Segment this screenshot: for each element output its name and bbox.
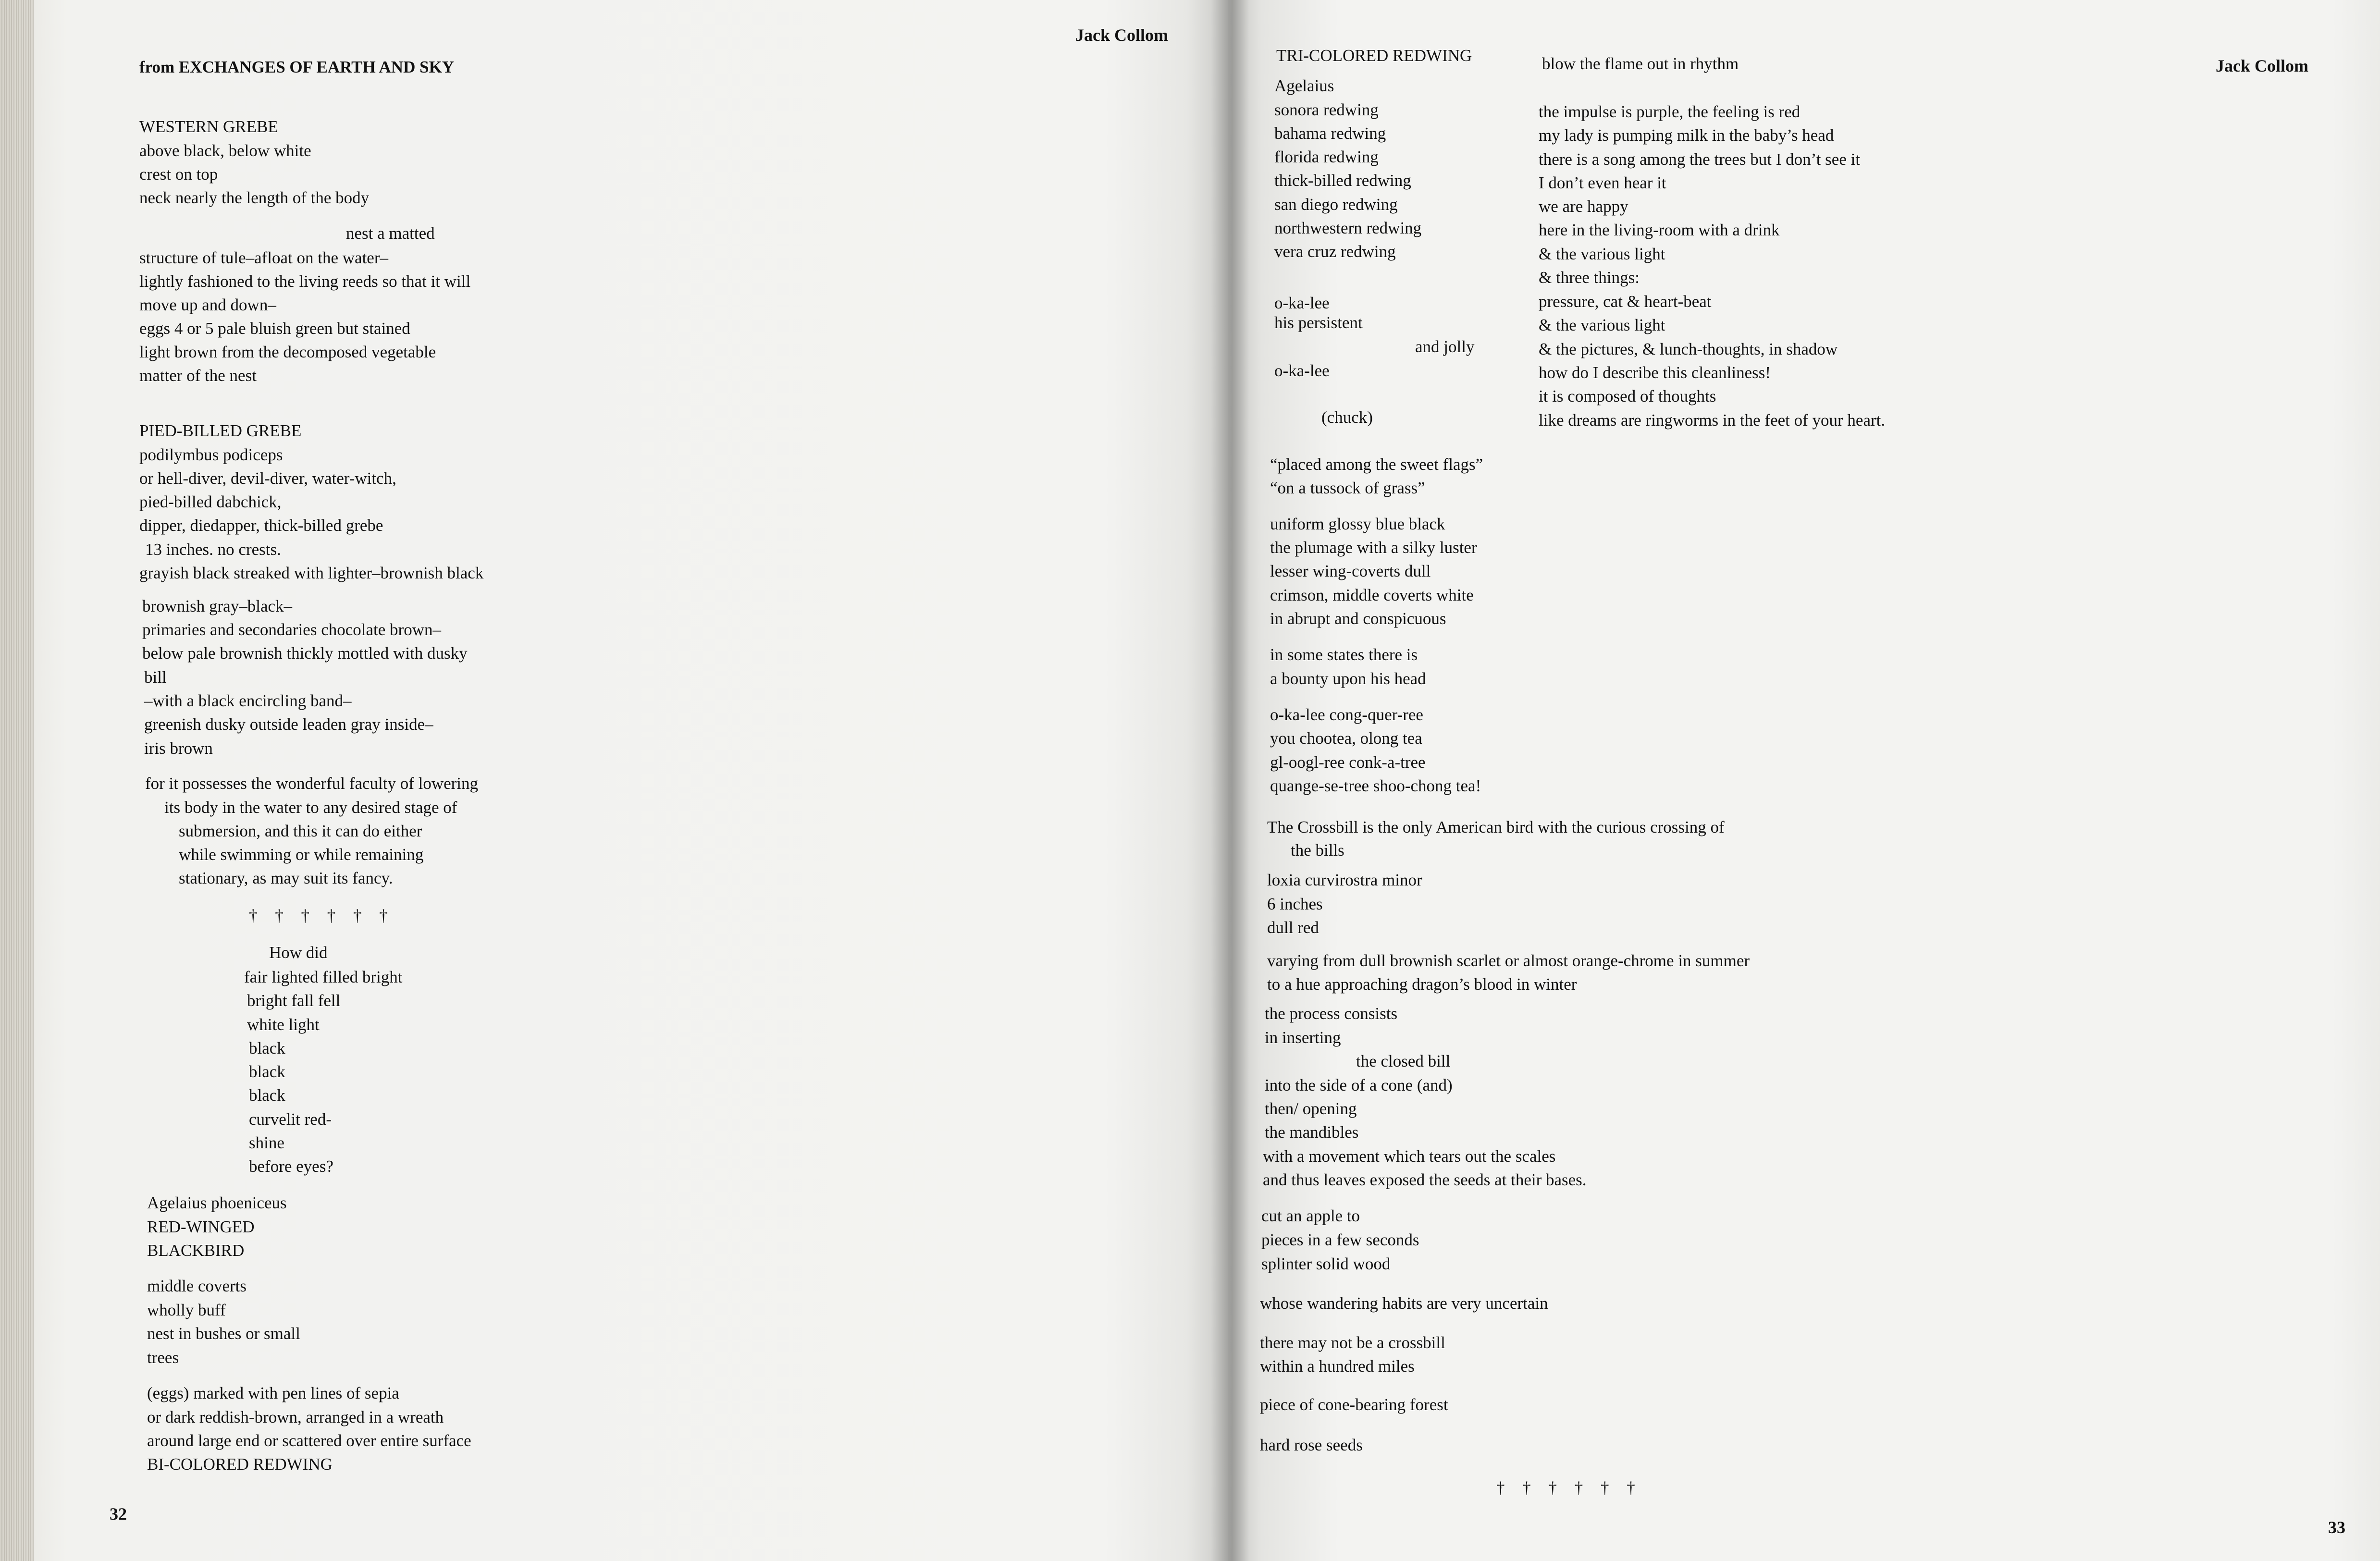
page-number: 33 [2328,1518,2345,1537]
poem-line: BI-COLORED REDWING [147,1455,333,1474]
poem-line: “on a tussock of grass” [1270,479,1425,497]
poem-line: o-ka-lee [1274,361,1330,380]
poem-line: bright fall fell [247,991,341,1010]
poem-line: 13 inches. no crests. [145,540,281,559]
poem-line: lightly fashioned to the living reeds so that it will [139,272,471,291]
page-edges [0,0,34,1561]
poem-line: for it possesses the wonderful faculty of lowering [145,774,479,793]
poem-line: & the pictures, & lunch-thoughts, in shadow [1539,340,1838,358]
poem-line: curvelit red- [249,1110,332,1129]
poem-line: whose wandering habits are very uncertain [1260,1294,1548,1313]
poem-line: –with a black encircling band– [144,691,352,710]
poem-line: in some states there is [1270,645,1418,664]
poem-line: grayish black streaked with lighter–brownish black [139,564,484,582]
poem-line: vera cruz redwing [1274,242,1396,261]
poem-line: pressure, cat & heart-beat [1539,292,1712,311]
poem-line: PIED-BILLED GREBE [139,421,302,440]
poem-line: varying from dull brownish scarlet or almost orange-chrome in summer [1267,951,1750,970]
poem-line: the plumage with a silky luster [1270,538,1477,557]
poem-line: black [249,1039,285,1057]
poem-line: and thus leaves exposed the seeds at their bases. [1263,1170,1587,1189]
poem-line: bill [144,668,167,687]
poem-line: its body in the water to any desired stage of [164,798,457,817]
poem-line: nest in bushes or small [147,1324,300,1343]
poem-line: black [249,1062,285,1081]
poem-line: 6 inches [1267,895,1323,913]
poem-line: gl-oogl-ree conk-a-tree [1270,753,1426,772]
poem-line: greenish dusky outside leaden gray inside– [144,715,433,734]
poem-line: submersion, and this it can do either [179,822,422,840]
poem-line: primaries and secondaries chocolate brown– [142,620,441,639]
poem-line: before eyes? [249,1157,333,1176]
poem-line: pieces in a few seconds [1261,1230,1419,1249]
poem-line: How did [269,943,328,962]
poem-line: you chootea, olong tea [1270,729,1422,748]
page-number: 32 [110,1504,127,1524]
poem-line: iris brown [144,739,213,758]
poem-line: into the side of a cone (and) [1265,1076,1453,1094]
page-title: from EXCHANGES OF EARTH AND SKY [139,58,455,76]
poem-line: pied-billed dabchick, [139,492,282,511]
poem-line: trees [147,1348,179,1367]
poem-line: there may not be a crossbill [1260,1333,1445,1352]
poem-line: dull red [1267,918,1319,937]
poem-line: in inserting [1265,1028,1341,1047]
poem-line: like dreams are ringworms in the feet of your heart. [1539,411,1886,430]
poem-line: with a movement which tears out the scales [1263,1147,1556,1166]
poem-line: then/ opening [1265,1099,1357,1118]
poem-line: shine [249,1133,284,1152]
poem-line: or dark reddish-brown, arranged in a wreath [147,1408,444,1426]
poem-line: Agelaius phoeniceus [147,1193,287,1212]
poem-line: in abrupt and conspicuous [1270,609,1446,628]
poem-line: & the various light [1539,316,1665,334]
poem-line: splinter solid wood [1261,1254,1391,1273]
poem-line: stationary, as may suit its fancy. [179,869,393,887]
poem-line: the process consists [1265,1004,1398,1023]
poem-line: hard rose seeds [1260,1436,1363,1454]
poem-line: and jolly [1415,337,1475,356]
poem-line: (chuck) [1321,408,1373,427]
poem-line: white light [247,1015,320,1034]
poem-line: nest a matted [346,224,435,243]
poem-line: structure of tule–afloat on the water– [139,248,388,267]
poem-line: to a hue approaching dragon’s blood in winter [1267,975,1577,994]
poem-line: the impulse is purple, the feeling is red [1539,102,1800,121]
poem-line: “placed among the sweet flags” [1270,455,1483,474]
poem-line: light brown from the decomposed vegetable [139,343,436,361]
poem-line: it is composed of thoughts [1539,387,1716,406]
poem-line: lesser wing-coverts dull [1270,562,1431,580]
poem-line: or hell-diver, devil-diver, water-witch, [139,469,396,488]
poem-line: wholly buff [147,1301,226,1319]
poem-line: while swimming or while remaining [179,845,424,864]
poem-line: the bills [1291,841,1344,860]
poem-line: neck nearly the length of the body [139,188,370,207]
poem-line: BLACKBIRD [147,1241,245,1260]
poem-line: below pale brownish thickly mottled with dusky [142,644,468,663]
poem-line: quange-se-tree shoo-chong tea! [1270,776,1481,795]
poem-line: cut an apple to [1261,1206,1360,1225]
poem-line: I don’t even hear it [1539,173,1666,192]
poem-line: my lady is pumping milk in the baby’s head [1539,126,1834,145]
poem-line: (eggs) marked with pen lines of sepia [147,1384,399,1402]
poem-line: black [249,1086,285,1105]
poem-line: & the various light [1539,245,1665,263]
author-header: Jack Collom [1075,25,1168,45]
poem-line: sonora redwing [1274,100,1379,119]
poem-line: brownish gray–black– [142,597,293,615]
poem-line: & three things: [1539,268,1640,287]
poem-line: crimson, middle coverts white [1270,586,1474,604]
author-header: Jack Collom [2216,56,2308,75]
poem-line: within a hundred miles [1260,1357,1415,1376]
poem-line: a bounty upon his head [1270,669,1426,688]
poem-line: his persistent [1274,313,1363,332]
poem-line: eggs 4 or 5 pale bluish green but stained [139,319,410,338]
poem-line: san diego redwing [1274,195,1398,214]
poem-line: o-ka-lee cong-quer-ree [1270,705,1423,724]
poem-line: matter of the nest [139,366,257,385]
poem-line: dipper, diedapper, thick-billed grebe [139,516,383,535]
poem-line: middle coverts [147,1277,247,1295]
poem-line: TRI-COLORED REDWING [1276,46,1472,65]
poem-line: the mandibles [1265,1123,1359,1142]
poem-line: the closed bill [1356,1052,1451,1070]
poem-line: above black, below white [139,141,311,160]
poem-line: there is a song among the trees but I don’t see it [1539,150,1861,169]
poem-line: WESTERN GREBE [139,117,278,136]
poem-line: † † † † † † [249,906,395,925]
poem-line: piece of cone-bearing forest [1260,1395,1448,1414]
poem-line: around large end or scattered over entire surface [147,1431,471,1450]
poem-line: bahama redwing [1274,124,1386,143]
poem-line: The Crossbill is the only American bird with the curious crossing of [1267,818,1725,836]
poem-line: uniform glossy blue black [1270,515,1445,533]
poem-line: blow the flame out in rhythm [1542,54,1739,73]
right-page [1228,0,2380,1561]
poem-line: Agelaius [1274,76,1334,95]
poem-line: podilymbus podiceps [139,445,283,464]
poem-line: northwestern redwing [1274,219,1422,237]
poem-line: crest on top [139,165,218,184]
poem-line: fair lighted filled bright [244,968,403,986]
poem-line: here in the living-room with a drink [1539,221,1780,239]
poem-line: o-ka-lee [1274,294,1330,312]
poem-line: move up and down– [139,295,276,314]
poem-line: loxia curvirostra minor [1267,871,1422,889]
poem-line: † † † † † † [1496,1478,1642,1497]
poem-line: florida redwing [1274,147,1379,166]
poem-line: how do I describe this cleanliness! [1539,363,1771,382]
poem-line: we are happy [1539,197,1628,216]
poem-line: RED-WINGED [147,1217,255,1236]
book-spine-shadow [1211,0,1249,1561]
poem-line: thick-billed redwing [1274,171,1411,190]
